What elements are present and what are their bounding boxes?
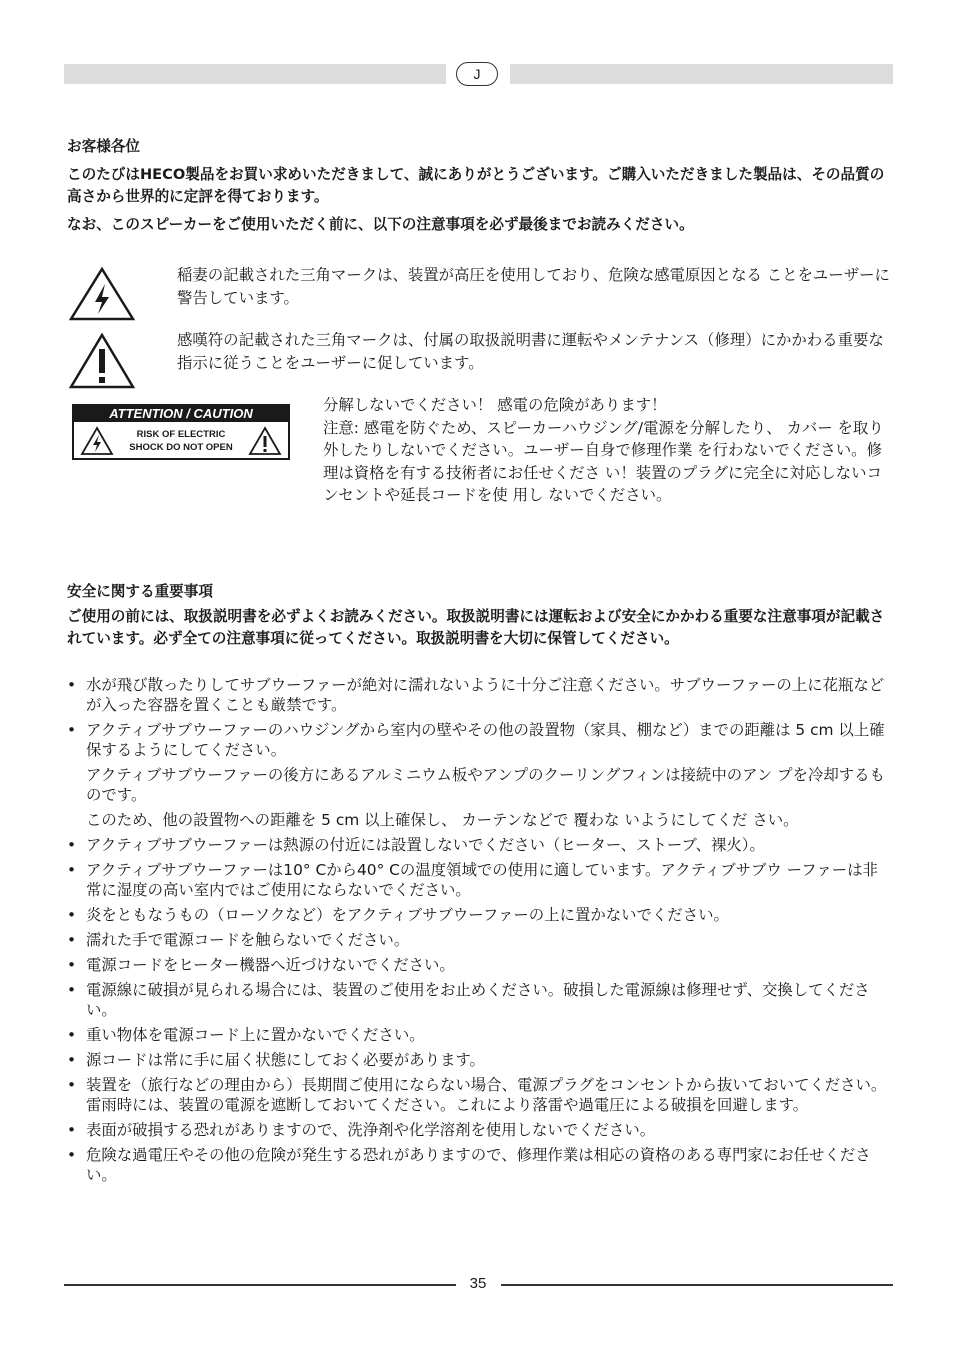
exclamation-warning-text: 感嘆符の記載された三角マークは、付属の取扱説明書に運転やメンテナンス（修理）にかかわる重要な指示に従うことをユーザーに促しています。	[177, 331, 884, 372]
list-item	[67, 1120, 892, 1140]
bullet-marker: •	[67, 1076, 77, 1094]
exclamation-warning-icon	[68, 332, 136, 390]
caution-body: 注意: 感電を防ぐため、スピーカーハウジング/電源を分解したり、 カバー を取り外したりしないでください。ユーザー自身で修理作業 を行わないでください。修理は資格を有する技術者にお任せくださ い！装置のプラグに完全に対応しないコンセントや延長コードを使 用し ないでください。	[323, 418, 884, 504]
bullet-marker: •	[67, 906, 77, 924]
list-item-text: 水が飛び散ったりしてサブウーファーが絶対に濡れないように十分ご注意ください。サブウーファーの上に花瓶などが入った容器を置くことも厳禁です。	[86, 676, 885, 714]
caution-label-title: ATTENTION / CAUTION	[74, 406, 288, 422]
footer-rule-right	[501, 1284, 893, 1286]
list-item-text: 源コードは常に手に届く状態にしておく必要があります。	[86, 1051, 485, 1069]
list-item	[67, 905, 892, 925]
header-bar-right	[510, 64, 893, 84]
safety-list	[67, 675, 892, 1190]
footer-rule-left	[64, 1284, 456, 1286]
list-item-text: 濡れた手で電源コードを触らないでください。	[86, 931, 410, 949]
caution-heading: 分解しないでください！ 感電の危険があります！	[323, 396, 667, 414]
list-item-text: アクティブサブウーファーのハウジングから室内の壁やその他の設置物（家具、棚など）までの距離は 5 cm 以上確保するようにしてください。	[86, 721, 885, 759]
list-item-text: 装置を（旅行などの理由から）長期間ご使用にならない場合、電源プラグをコンセントから抜いておいてください。雷雨時には、装置の電源を遮断しておいてください。これにより落雷や過電圧による破損を回避します。	[86, 1076, 887, 1114]
list-item	[67, 835, 892, 855]
list-item-subparagraph: アクティブサブウーファーの後方にあるアルミニウム板やアンプのクーリングフィンは接続中のアン プを冷却するものです。	[86, 766, 885, 804]
list-item	[67, 980, 892, 1020]
list-item	[67, 1145, 892, 1185]
exclamation-warning-icon	[248, 426, 282, 456]
list-item	[67, 930, 892, 950]
safety-heading: 安全に関する重要事項	[67, 583, 213, 600]
list-item-text: 重い物体を電源コード上に置かないでください。	[86, 1026, 425, 1044]
list-item	[67, 955, 892, 975]
list-item	[67, 1025, 892, 1045]
list-item-text: 炎をともなうもの（ローソクなど）をアクティブサブウーファーの上に置かないでください。	[86, 906, 729, 924]
list-item	[67, 1075, 892, 1115]
salutation: お客様各位	[67, 138, 140, 155]
bullet-marker: •	[67, 721, 77, 739]
page-number: 35	[469, 1275, 487, 1292]
bullet-marker: •	[67, 676, 77, 694]
list-item	[67, 860, 892, 900]
caution-label-line2: SHOCK DO NOT OPEN	[129, 442, 233, 453]
header-bar-left	[64, 64, 446, 84]
lightning-warning-icon	[80, 426, 114, 456]
list-item-text: アクティブサブウーファーは10° Cから40° Cの温度領域での使用に適しています。アクティブサブウ ーファーは非常に湿度の高い室内ではご使用にならないでください。	[86, 861, 878, 899]
list-item-subparagraph: このため、他の設置物への距離を 5 cm 以上確保し、 カーテンなどで 覆わな いようにしてくだ さい。	[86, 811, 799, 829]
safety-intro: ご使用の前には、取扱説明書を必ずよくお読みください。取扱説明書には運転および安全にかかわる重要な注意事項が記載されています。必ず全ての注意事項に従ってください。取扱説明書を大切に保管してください。	[67, 608, 885, 647]
lightning-warning-text: 稲妻の記載された三角マークは、装置が高圧を使用しており、危険な感電原因となる ことをユーザーに警告しています。	[177, 266, 890, 307]
list-item-text: 電源線に破損が見られる場合には、装置のご使用をお止めください。破損した電源線は修理せず、交換してください。	[86, 981, 870, 1019]
bullet-marker: •	[67, 861, 77, 879]
bullet-marker: •	[67, 956, 77, 974]
bullet-marker: •	[67, 1026, 77, 1044]
list-item-text: 表面が破損する恐れがありますので、洗浄剤や化学溶剤を使用しないでください。	[86, 1121, 656, 1139]
bullet-marker: •	[67, 836, 77, 854]
thanks-paragraph: このたびはHECO製品をお買い求めいただきまして、誠にありがとうございます。ご購入いただきました製品は、その品質の高さから世界的に定評を得ております。	[67, 166, 885, 205]
bullet-marker: •	[67, 1146, 77, 1164]
list-item	[67, 1050, 892, 1070]
caution-label	[72, 404, 290, 460]
notice-paragraph: なお、このスピーカーをご使用いただく前に、以下の注意事項を必ず最後までお読みください。	[67, 216, 694, 233]
list-item-text: 危険な過電圧やその他の危険が発生する恐れがありますので、修理作業は相応の資格のある専門家にお任せください。	[86, 1146, 871, 1184]
list-item-text: 電源コードをヒーター機器へ近づけないでください。	[86, 956, 455, 974]
caution-label-line1: RISK OF ELECTRIC	[136, 429, 226, 440]
bullet-marker: •	[67, 1121, 77, 1139]
list-item-text: アクティブサブウーファーは熱源の付近には設置しないでください（ヒーター、ストーブ、裸火）。	[86, 836, 765, 854]
caution-text-block	[323, 394, 892, 507]
language-badge: J	[456, 62, 498, 86]
bullet-marker: •	[67, 981, 77, 999]
bullet-marker: •	[67, 931, 77, 949]
bullet-marker: •	[67, 1051, 77, 1069]
list-item	[67, 675, 892, 715]
lightning-warning-icon	[68, 266, 136, 322]
list-item	[67, 720, 892, 830]
